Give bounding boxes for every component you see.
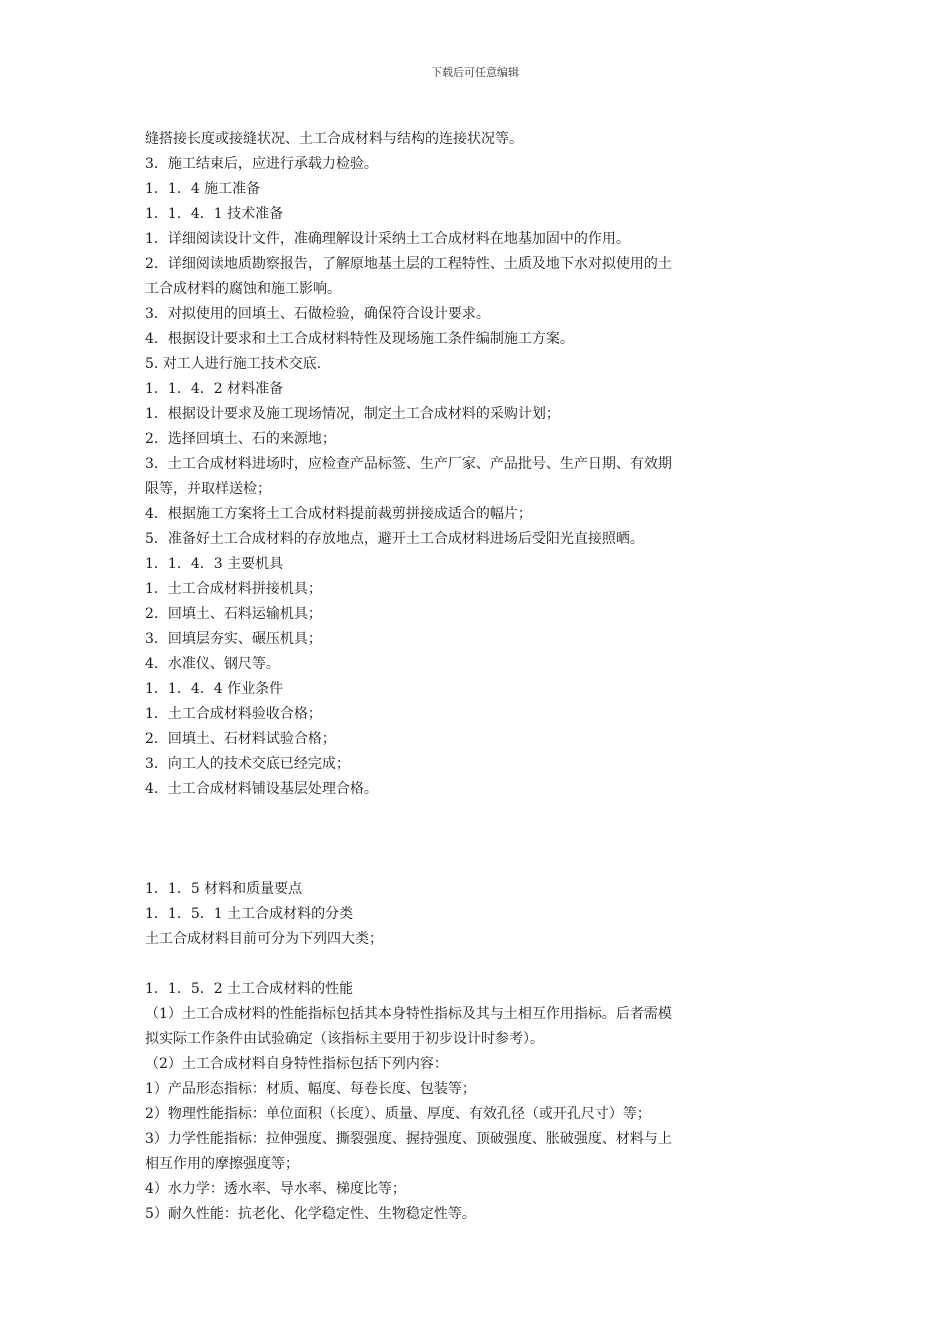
section-heading: 1．1．5 材料和质量要点 [145,881,303,897]
text-line: 拟实际工作条件由试验确定（该指标主要用于初步设计时参考）。 [145,1031,544,1047]
text-line: 5）耐久性能：抗老化、化学稳定性、生物稳定性等。 [145,1206,476,1222]
text-line: 限等，并取样送检； [145,481,271,497]
text-line: 4．土工合成材料铺设基层处理合格。 [145,781,378,797]
text-line: 1．详细阅读设计文件，准确理解设计采纳土工合成材料在地基加固中的作用。 [145,231,630,247]
text-line: 1）产品形态指标：材质、幅度、每卷长度、包装等； [145,1081,476,1097]
subsection-heading: 1．1．4．1 技术准备 [145,206,284,222]
blank-space [145,952,755,977]
text-line: 相互作用的摩擦强度等； [145,1156,299,1172]
text-line: 1．根据设计要求及施工现场情况，制定土工合成材料的采购计划； [145,406,560,422]
text-line: 工合成材料的腐蚀和施工影响。 [145,281,341,297]
text-line: 4．根据施工方案将土工合成材料提前裁剪拼接成适合的幅片； [145,506,532,522]
text-line: 2．详细阅读地质勘察报告，了解原地基土层的工程特性、土质及地下水对拟使用的土 [145,256,672,272]
text-line: 4）水力学：透水率、导水率、梯度比等； [145,1181,406,1197]
section-block-b [145,877,755,952]
text-line: 缝搭接长度或接缝状况、土工合成材料与结构的连接状况等。 [145,131,523,147]
document-body [145,127,755,1227]
text-line: （1）土工合成材料的性能指标包括其本身特性指标及其与土相互作用指标。后者需模 [145,1006,672,1022]
text-line: 土工合成材料目前可分为下列四大类； [145,931,383,947]
text-line: 3．土工合成材料进场时，应检查产品标签、生产厂家、产品批号、生产日期、有效期 [145,456,672,472]
section-block-c [145,977,755,1227]
text-line: 4．水准仪、钢尺等。 [145,656,280,672]
subsection-heading: 1．1．5．1 土工合成材料的分类 [145,906,354,922]
text-line: 5. 对工人进行施工技术交底. [145,356,322,372]
text-line: （2）土工合成材料自身特性指标包括下列内容： [145,1056,448,1072]
text-line: 1．土工合成材料拼接机具； [145,581,322,597]
subsection-heading: 1．1．4．3 主要机具 [145,556,284,572]
text-line: 2．回填土、石料运输机具； [145,606,322,622]
subsection-heading: 1．1．4．4 作业条件 [145,681,284,697]
text-line: 2）物理性能指标：单位面积（长度）、质量、厚度、有效孔径（或开孔尺寸）等； [145,1106,651,1122]
blank-space [145,802,755,877]
page-header-note: 下载后可任意编辑 [431,66,519,79]
text-line: 3）力学性能指标：拉伸强度、撕裂强度、握持强度、顶破强度、胀破强度、材料与上 [145,1131,672,1147]
text-line: 5．准备好土工合成材料的存放地点，避开土工合成材料进场后受阳光直接照晒。 [145,531,644,547]
section-block-a [145,127,755,802]
subsection-heading: 1．1．5．2 土工合成材料的性能 [145,981,354,997]
text-line: 3．向工人的技术交底已经完成； [145,756,350,772]
text-line: 2．选择回填土、石的来源地； [145,431,336,447]
text-line: 3．回填层夯实、碾压机具； [145,631,322,647]
text-line: 1．土工合成材料验收合格； [145,706,322,722]
subsection-heading: 1．1．4．2 材料准备 [145,381,284,397]
text-line: 4．根据设计要求和土工合成材料特性及现场施工条件编制施工方案。 [145,331,574,347]
text-line: 3．施工结束后，应进行承载力检验。 [145,156,378,172]
text-line: 3．对拟使用的回填土、石做检验，确保符合设计要求。 [145,306,490,322]
section-heading: 1．1．4 施工准备 [145,181,261,197]
text-line: 2．回填土、石材料试验合格； [145,731,336,747]
